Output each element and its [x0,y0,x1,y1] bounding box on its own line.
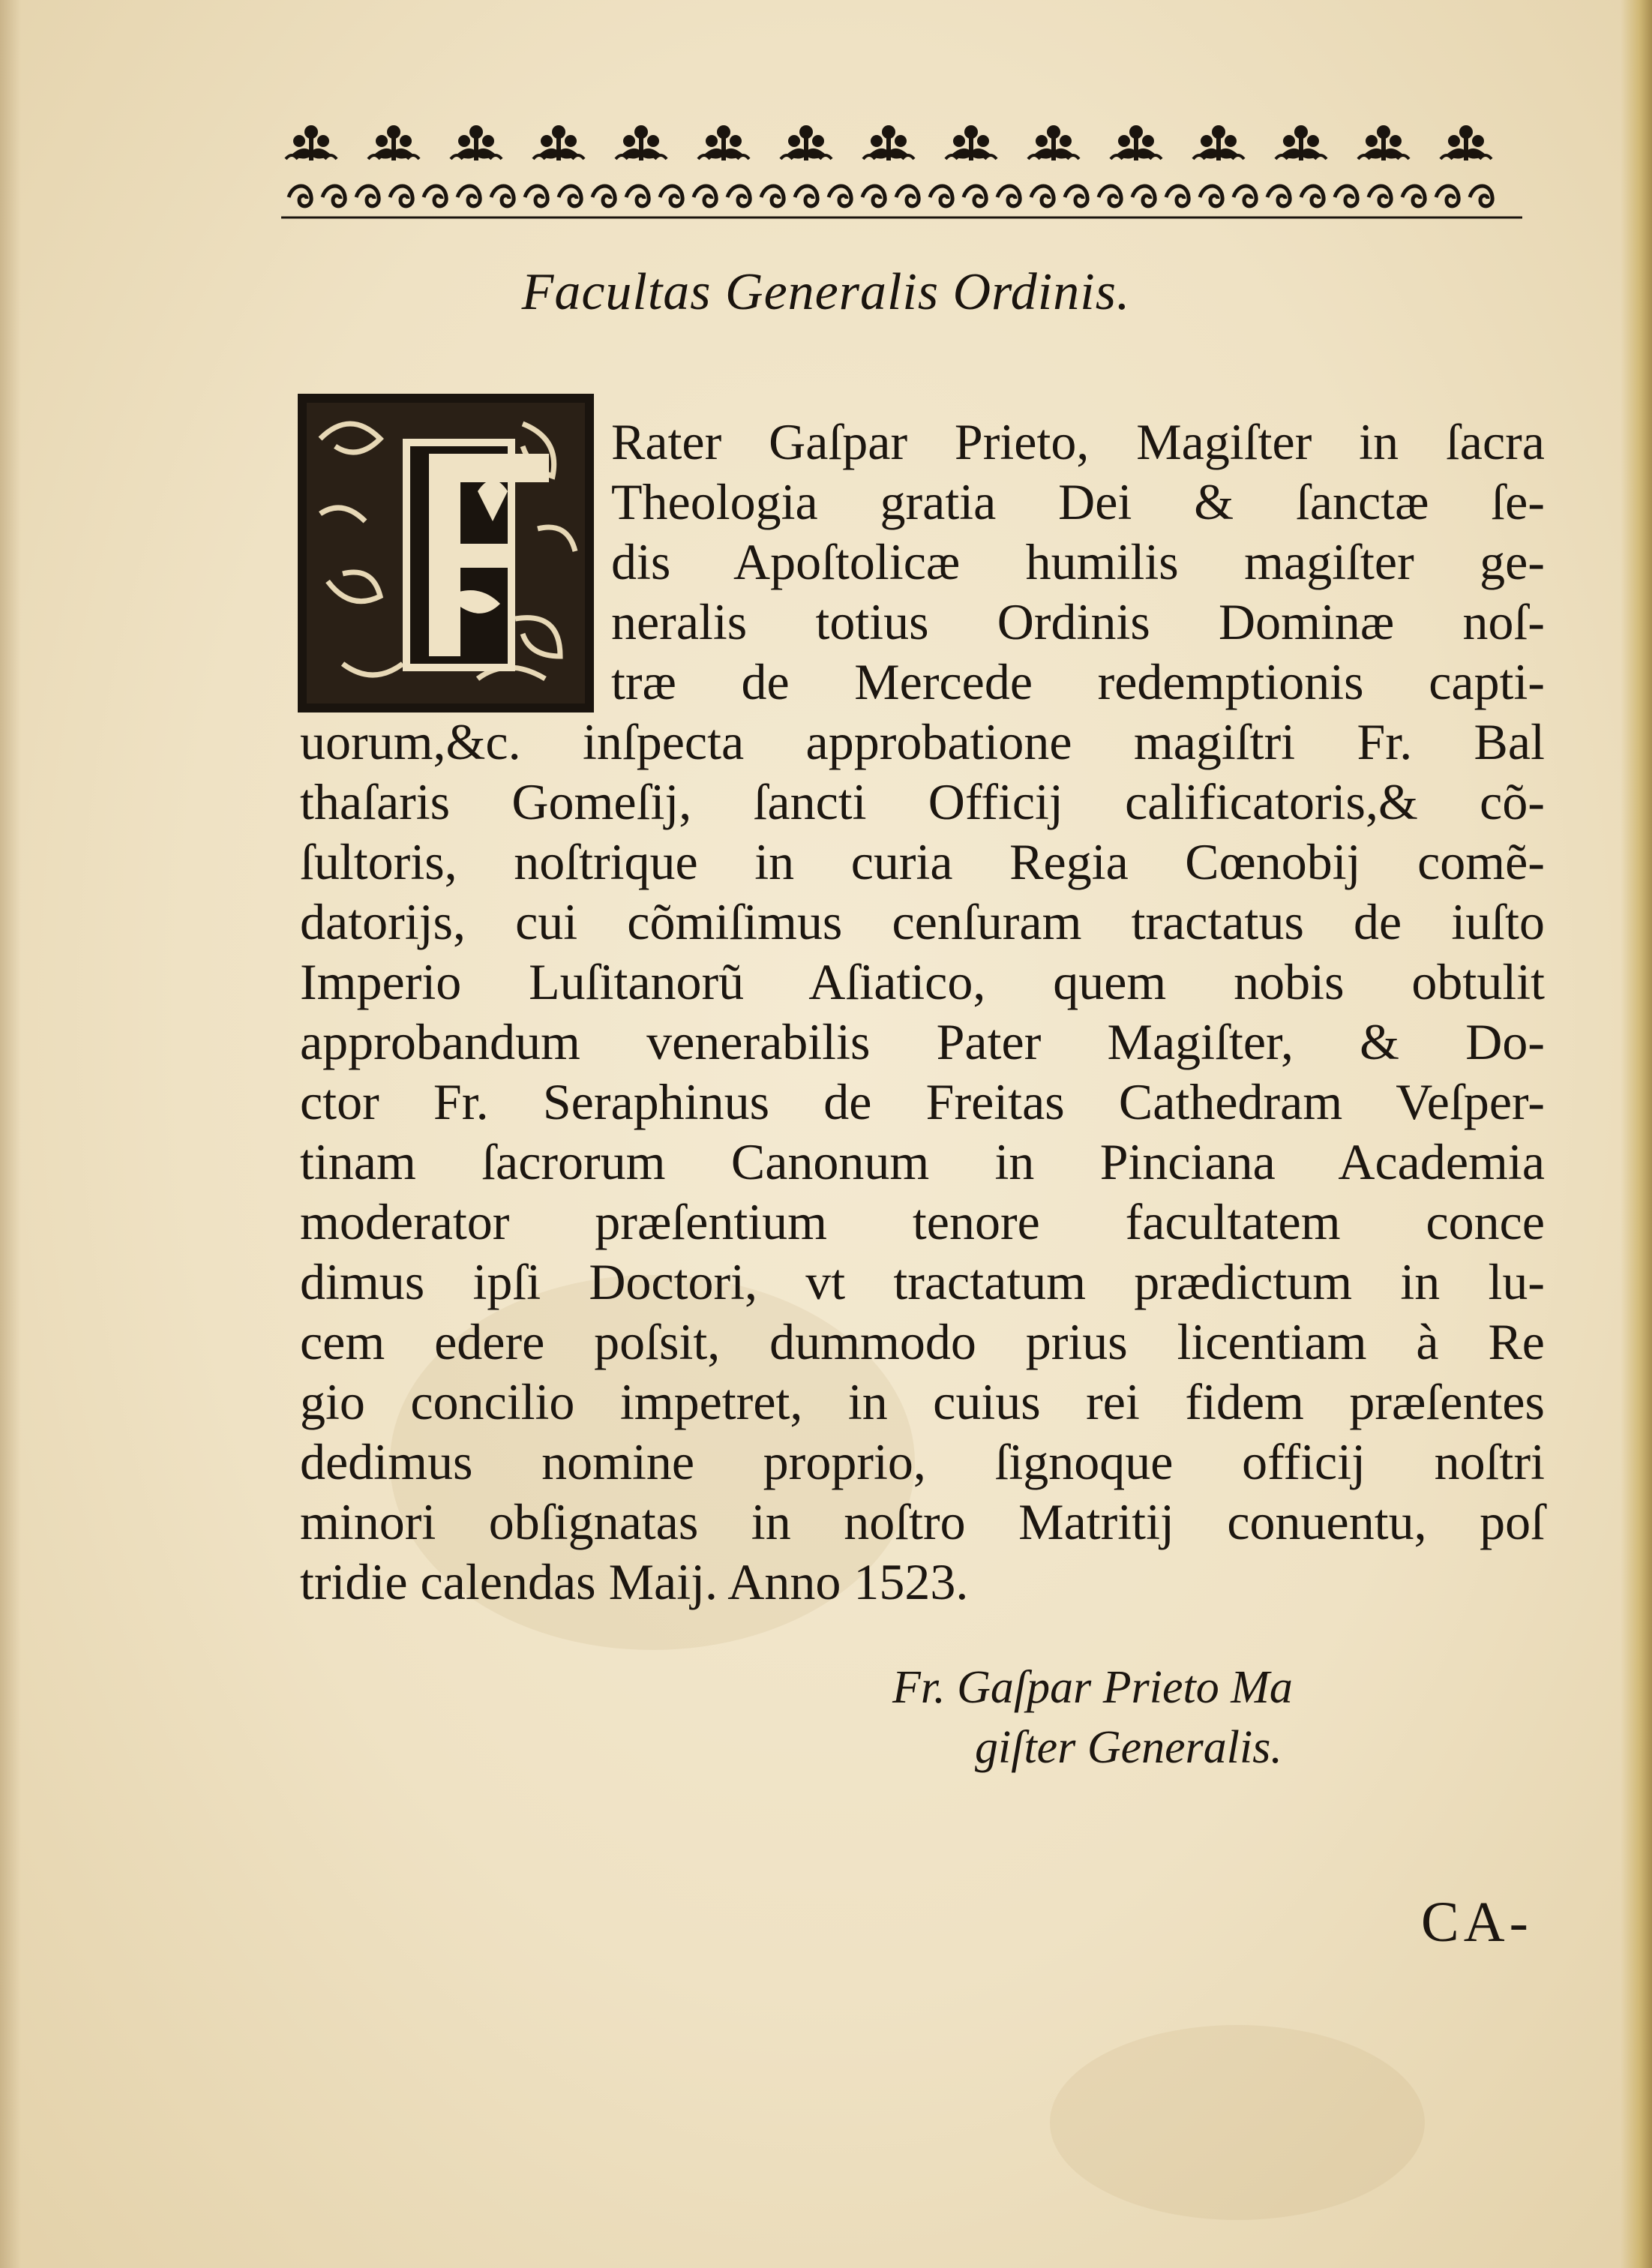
paper-stain [1050,2025,1425,2220]
text-line: tinam ſacrorum Canonum in Pinciana Academia [300,1133,1545,1190]
text-line: moderator præſentium tenore facultatem conce [300,1193,1545,1250]
text-line: neralis totius Ordinis Dominæ noſ- [611,593,1545,650]
text-line: ſultoris, noſtrique in curia Regia Cœnobij comẽ- [300,833,1545,890]
text-line: dis Apoſtolicæ humilis magiſter ge- [611,533,1545,590]
signature-line: Fr. Gaſpar Prieto Ma [892,1662,1293,1713]
text-line: gio concilio impetret, in cuius rei fidem præſentes [300,1373,1545,1430]
text-line: minori obſignatas in noſtro Matritij conuentu, poſ [300,1493,1545,1550]
page-title: Facultas Generalis Ordinis. [521,263,1131,321]
woodcut-initial-F-icon [298,394,594,712]
text-line: Rater Gaſpar Prieto, Magiſter in ſacra [611,413,1545,470]
text-line: dedimus nomine proprio, ſignoque officij noſtri [300,1433,1545,1490]
text-line: uorum,&c. inſpecta approbatione magiſtri Fr. Bal [300,713,1545,770]
text-line: ctor Fr. Seraphinus de Freitas Cathedram Veſper- [300,1073,1545,1130]
text-line: approbandum venerabilis Pater Magiſter, & Do- [300,1013,1545,1070]
fleuron-band-icon [281,112,1522,224]
text-line: thaſaris Gomeſij, ſancti Officij calificatoris,& cõ- [300,773,1545,830]
page-edge-stain [1621,0,1652,2268]
text-line: Imperio Luſitanorũ Aſiatico, quem nobis obtulit [300,953,1545,1010]
catchword: CA- [1421,1891,1533,1954]
text-line: dimus ipſi Doctori, vt tractatum prædictum in lu- [300,1253,1545,1310]
signature-line: giſter Generalis. [975,1722,1282,1773]
text-line: tridie calendas Maij. Anno 1523. [300,1553,969,1610]
page-gutter-shadow [0,0,21,2268]
text-line: datorijs, cui cõmiſimus cenſuram tractatus de iuſto [300,893,1545,950]
text-line: træ de Mercede redemptionis capti- [611,653,1545,710]
text-line: Theologia gratia Dei & ſanctæ ſe- [611,473,1545,530]
text-line: cem edere poſsit, dummodo prius licentiam à Re [300,1313,1545,1370]
